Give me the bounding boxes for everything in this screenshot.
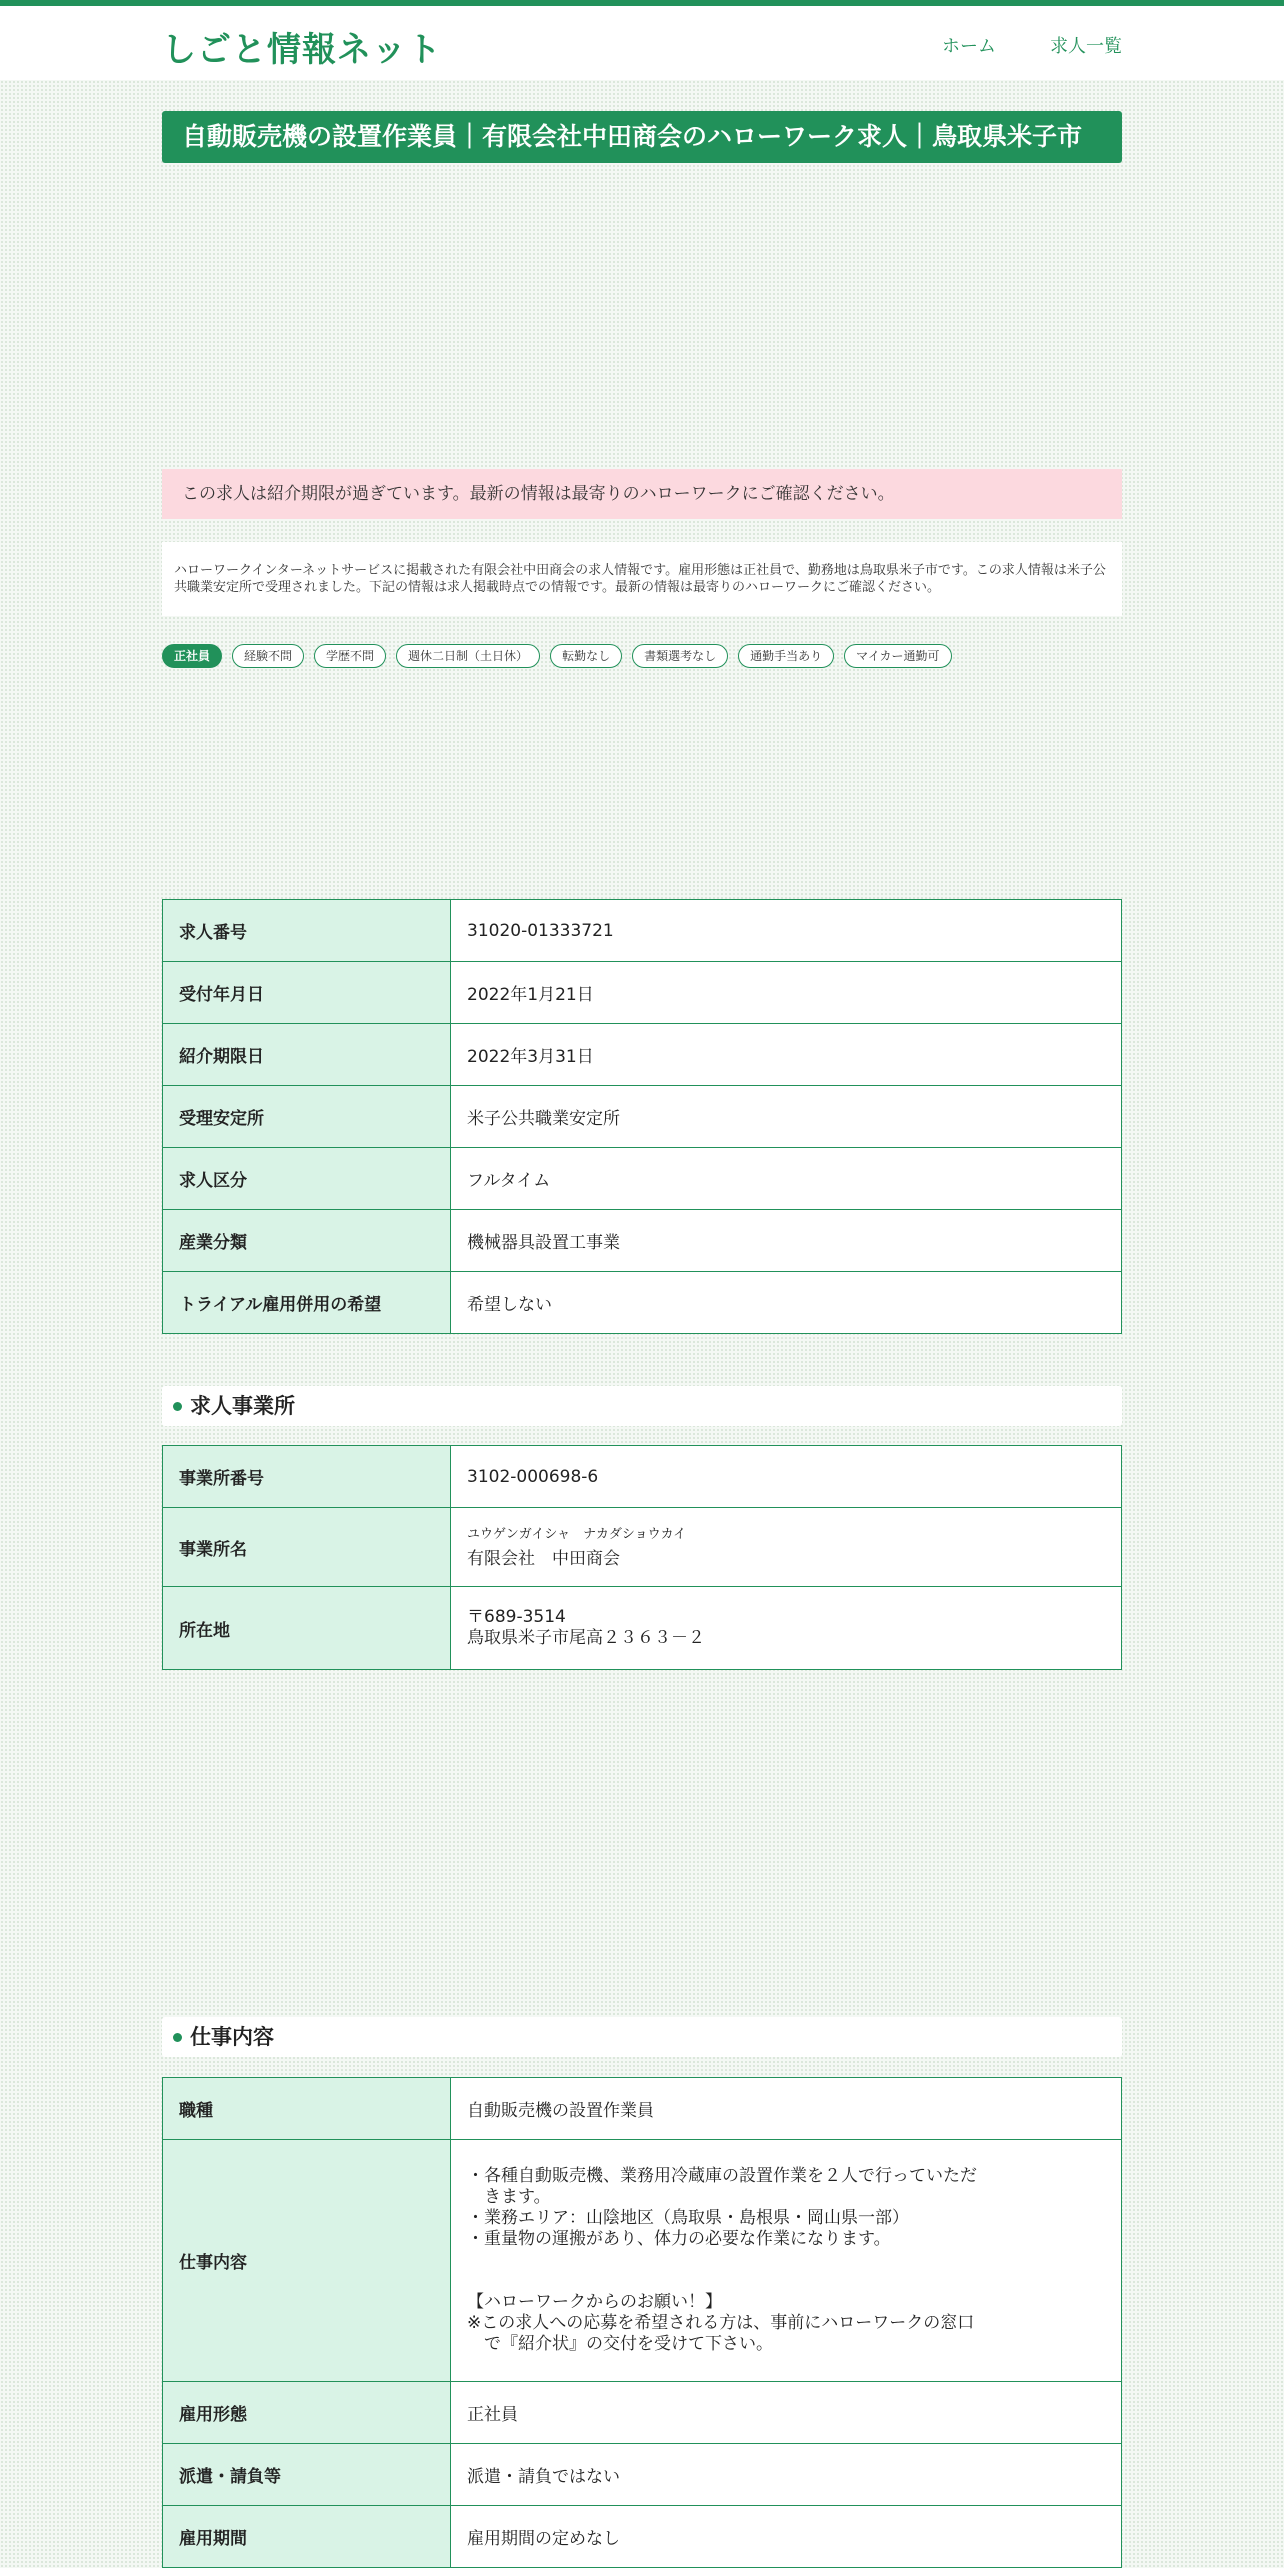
tag-badge: 週休二日制（土日休）: [396, 644, 540, 668]
nav-home-link[interactable]: ホーム: [942, 36, 996, 57]
job-table: [162, 2077, 1122, 2568]
postal-code: 〒689-3514: [467, 1607, 566, 1627]
office-table: [162, 1445, 1122, 1670]
row-value: 機械器具設置工事業: [451, 1210, 1122, 1272]
row-label: 産業分類: [163, 1210, 451, 1272]
bullet-dot-icon: [173, 2033, 182, 2042]
tag-badge: 通勤手当あり: [738, 644, 834, 668]
row-label: 所在地: [163, 1587, 451, 1670]
table-row: [163, 1587, 1122, 1670]
tag-list: [162, 644, 1122, 668]
tag-badge: 書類選考なし: [632, 644, 728, 668]
intro-text: ハローワークインターネットサービスに掲載された有限会社中田商会の求人情報です。雇用形態は正社員で、勤務地は鳥取県米子市です。この求人情報は米子公共職業安定所で受理されました。下記の情報は求人掲載時点での情報です。最新の情報は最寄りのハローワークにご確認ください。: [162, 542, 1122, 616]
tag-badge: 経験不問: [232, 644, 304, 668]
row-label: 雇用形態: [163, 2382, 451, 2444]
office-name-kana: ユウゲンガイシャ ナカダショウカイ: [467, 1526, 687, 1542]
bullet-dot-icon: [173, 1402, 182, 1411]
page-title: 自動販売機の設置作業員｜有限会社中田商会のハローワーク求人｜鳥取県米子市: [162, 111, 1122, 163]
address-cell: [451, 1587, 1122, 1670]
row-label: 紹介期限日: [163, 1024, 451, 1086]
row-value: 米子公共職業安定所: [451, 1086, 1122, 1148]
row-value: 雇用期間の定めなし: [451, 2506, 1122, 2568]
row-label: 求人番号: [163, 900, 451, 962]
row-value: 希望しない: [451, 1272, 1122, 1334]
job-section-heading: [162, 2017, 1122, 2057]
table-row: [163, 1148, 1122, 1210]
site-header: [0, 6, 1284, 80]
row-value: 2022年1月21日: [451, 962, 1122, 1024]
row-label: 事業所名: [163, 1508, 451, 1587]
table-row: [163, 1508, 1122, 1587]
table-row: [163, 1210, 1122, 1272]
table-row: [163, 2078, 1122, 2140]
section-heading-text: 仕事内容: [190, 2025, 274, 2049]
row-label: 受付年月日: [163, 962, 451, 1024]
address: 鳥取県米子市尾高２３６３－２: [467, 1628, 705, 1648]
table-row: [163, 1272, 1122, 1334]
site-logo-title[interactable]: しごと情報ネット: [162, 30, 442, 70]
row-value: フルタイム: [451, 1148, 1122, 1210]
section-heading-text: 求人事業所: [190, 1394, 295, 1418]
table-row: [163, 1086, 1122, 1148]
row-value: 派遣・請負ではない: [451, 2444, 1122, 2506]
row-label: トライアル雇用併用の希望: [163, 1272, 451, 1334]
row-label: 求人区分: [163, 1148, 451, 1210]
table-row: [163, 2140, 1122, 2382]
table-row: [163, 2506, 1122, 2568]
row-label: 受理安定所: [163, 1086, 451, 1148]
table-row: [163, 900, 1122, 962]
table-row: [163, 1024, 1122, 1086]
row-value: 2022年3月31日: [451, 1024, 1122, 1086]
row-label: 職種: [163, 2078, 451, 2140]
summary-table: [162, 899, 1122, 1334]
office-name-cell: [451, 1508, 1122, 1587]
row-label: 雇用期間: [163, 2506, 451, 2568]
table-row: [163, 2382, 1122, 2444]
row-label: 事業所番号: [163, 1446, 451, 1508]
table-row: [163, 2444, 1122, 2506]
tag-badge: マイカー通勤可: [844, 644, 951, 668]
row-label: 派遣・請負等: [163, 2444, 451, 2506]
expired-notice: この求人は紹介期限が過ぎています。最新の情報は最寄りのハローワークにご確認ください。: [162, 469, 1122, 519]
office-number: 3102-000698-6: [451, 1446, 1122, 1508]
tag-badge: 転勤なし: [550, 644, 622, 668]
table-row: [163, 1446, 1122, 1508]
row-value: 31020-01333721: [451, 900, 1122, 962]
tag-badge: 学歴不問: [314, 644, 386, 668]
job-description: ・各種自動販売機、業務用冷蔵庫の設置作業を２人で行っていただ きます。 ・業務エリア：山陰地区（鳥取県・島根県・岡山県一部） ・重量物の運搬があり、体力の必要な作業になります。 【ハローワークからのお願い！】 ※この求人への応募を希望される方は、事前にハローワークの窓口 で『紹介状』の交付を受けて下さい。: [467, 2166, 977, 2354]
row-value: 正社員: [451, 2382, 1122, 2444]
tag-badge: 正社員: [162, 644, 222, 668]
office-name: 有限会社 中田商会: [467, 1548, 620, 1569]
job-description-cell: [451, 2140, 1122, 2382]
table-row: [163, 962, 1122, 1024]
row-value: 自動販売機の設置作業員: [451, 2078, 1122, 2140]
row-label: 仕事内容: [163, 2140, 451, 2382]
office-section-heading: [162, 1386, 1122, 1426]
main-nav: [942, 32, 1122, 58]
nav-job-list-link[interactable]: 求人一覧: [1050, 36, 1122, 57]
